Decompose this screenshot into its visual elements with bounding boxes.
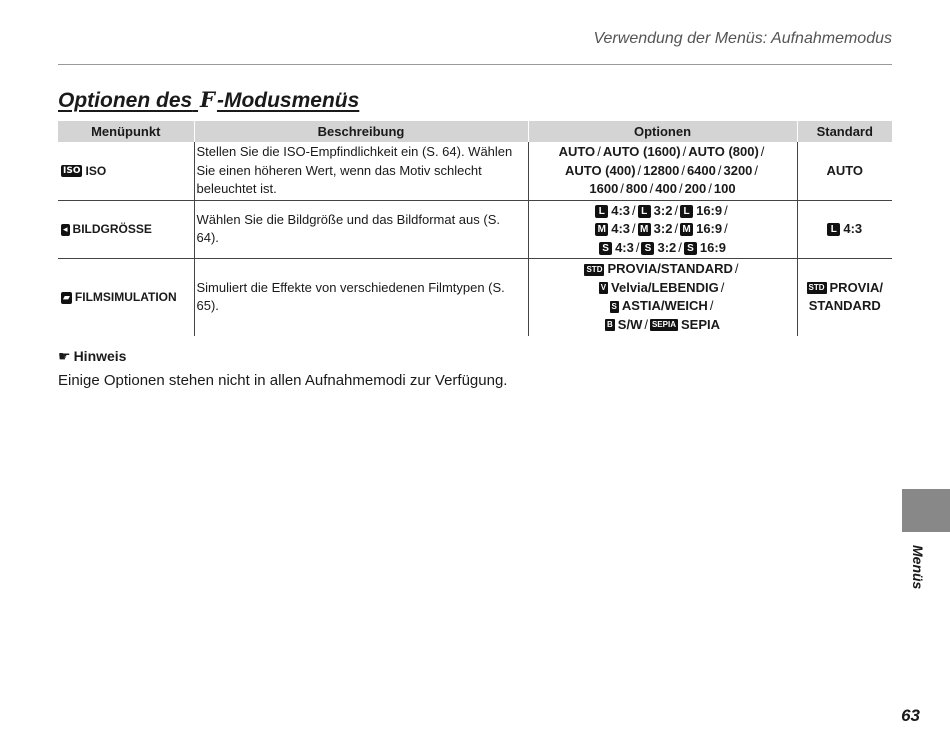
default-line <box>800 279 891 298</box>
options-line: 1600 / 800 / 400 / 200 / 100 <box>589 181 736 196</box>
option-value: 4:3 <box>615 239 634 255</box>
note-text: Einige Optionen stehen nicht in allen Aufnahmemodi zur Verfügung. <box>58 372 508 389</box>
size-m-icon: M <box>595 223 608 236</box>
size-l-icon: L <box>827 223 840 236</box>
option-value: 4:3 <box>611 202 631 218</box>
default-line: STANDARD <box>808 298 881 314</box>
options-line: S 4:3 / S 3:2 / S 16:9 <box>531 239 795 258</box>
options-iso <box>528 142 797 200</box>
menu-item-label: BILDGRÖSSE <box>72 222 152 236</box>
menu-item-bildgroesse <box>58 200 194 259</box>
options-line: S ASTIA/WEICH / <box>611 298 714 314</box>
title-text-before: Optionen des <box>58 89 193 112</box>
menu-item-label: FILMSIMULATION <box>74 290 177 304</box>
description-bildgroesse: Wählen Sie die Bildgröße und das Bildformat aus (S. 64). <box>194 200 528 259</box>
film-simulation-icon: ▰ <box>63 292 70 303</box>
option-value: 16:9 <box>699 239 726 255</box>
film-std-icon: STD <box>808 283 825 293</box>
column-header-standard: Standard <box>797 121 892 142</box>
running-header: Verwendung der Menüs: Aufnahmemodus <box>593 30 892 47</box>
option-value: 800 <box>625 181 648 196</box>
option-value: 4:3 <box>611 221 631 236</box>
menu-item-filmsimulation <box>58 259 194 336</box>
size-m-icon: M <box>638 223 651 236</box>
film-astia-icon: S <box>611 301 617 311</box>
options-table <box>58 121 892 336</box>
default-value: 4:3 <box>843 221 863 236</box>
option-value: 6400 <box>686 162 716 178</box>
size-l-icon: L <box>680 205 693 218</box>
option-value: 12800 <box>643 162 680 178</box>
note-heading <box>58 348 126 365</box>
option-value: 16:9 <box>696 221 723 236</box>
table-header-row <box>58 121 892 142</box>
option-value: Velvia/LEBENDIG <box>611 279 719 295</box>
options-line: STD PROVIA/STANDARD / <box>586 261 739 277</box>
table-row-filmsimulation <box>58 259 892 336</box>
option-value: 100 <box>713 181 736 196</box>
description-iso: Stellen Sie die ISO-Empfindlichkeit ein (S. 64). Wählen Sie einen höheren Wert, wenn das Motiv schlecht beleuchtet ist. <box>194 142 528 200</box>
size-s-icon: S <box>684 242 697 255</box>
option-value: 400 <box>655 181 677 196</box>
column-header-beschreibung: Beschreibung <box>194 121 528 142</box>
option-value: 3:2 <box>657 239 677 255</box>
option-value: PROVIA/STANDARD <box>607 261 733 277</box>
header-rule <box>58 64 892 65</box>
film-bw-icon: B <box>607 320 613 330</box>
size-l-icon: L <box>638 205 651 218</box>
title-text-after: -Modusmenüs <box>216 89 360 112</box>
film-velvia-icon: V <box>600 283 607 293</box>
table-row-bildgroesse <box>58 200 892 259</box>
column-header-optionen: Optionen <box>528 121 797 142</box>
size-s-icon: S <box>599 242 612 255</box>
option-value: S/W <box>617 316 643 332</box>
f-mode-icon: F <box>200 87 215 112</box>
option-value: 3200 <box>723 162 753 178</box>
film-sepia-icon: SEPIA <box>651 320 676 330</box>
option-value: 3:2 <box>653 202 673 218</box>
option-value: SEPIA <box>680 316 720 332</box>
page-number: 63 <box>901 706 920 725</box>
option-value: AUTO (1600) <box>602 144 681 159</box>
iso-icon: ISO <box>63 166 81 177</box>
note-title: Hinweis <box>73 348 127 364</box>
option-value: ASTIA/WEICH <box>621 298 708 314</box>
option-value: 200 <box>684 181 707 196</box>
menu-item-iso <box>58 142 194 200</box>
option-value: AUTO <box>558 144 596 159</box>
size-m-icon: M <box>680 223 693 236</box>
size-s-icon: S <box>641 242 654 255</box>
description-filmsimulation: Simuliert die Effekte von verschiedenen Filmtypen (S. 65). <box>194 259 528 336</box>
option-value: 3:2 <box>653 221 673 236</box>
side-section-label: Menüs <box>910 545 926 590</box>
options-line: AUTO (400) / 12800 / 6400 / 3200 / <box>564 162 759 178</box>
option-value: 16:9 <box>696 202 723 218</box>
section-title <box>58 87 359 113</box>
default-value: PROVIA/ <box>829 279 883 295</box>
section-tab <box>902 489 950 532</box>
options-line: M 4:3 / M 3:2 / M 16:9 / <box>531 220 795 239</box>
image-size-icon: ◂ <box>63 224 68 235</box>
option-value: AUTO (400) <box>564 162 636 178</box>
pointing-hand-icon: ☛ <box>58 348 71 364</box>
default-filmsimulation <box>797 259 892 336</box>
default-bildgroesse <box>797 200 892 259</box>
options-line: AUTO / AUTO (1600) / AUTO (800) / <box>558 144 765 159</box>
menu-item-label: ISO <box>85 163 107 178</box>
default-iso: AUTO <box>797 142 892 200</box>
size-l-icon: L <box>595 205 608 218</box>
column-header-menuepunkt: Menüpunkt <box>58 121 194 142</box>
options-line: L 4:3 / L 3:2 / L 16:9 / <box>531 202 795 221</box>
option-value: 1600 <box>589 181 619 196</box>
options-bildgroesse <box>528 200 797 259</box>
option-value: AUTO (800) <box>688 144 759 159</box>
options-line: V Velvia/LEBENDIG / <box>600 279 725 295</box>
film-std-icon: STD <box>586 264 603 274</box>
options-line: B S/W / SEPIA SEPIA <box>607 316 720 332</box>
options-filmsimulation <box>528 259 797 336</box>
table-row-iso <box>58 142 892 200</box>
